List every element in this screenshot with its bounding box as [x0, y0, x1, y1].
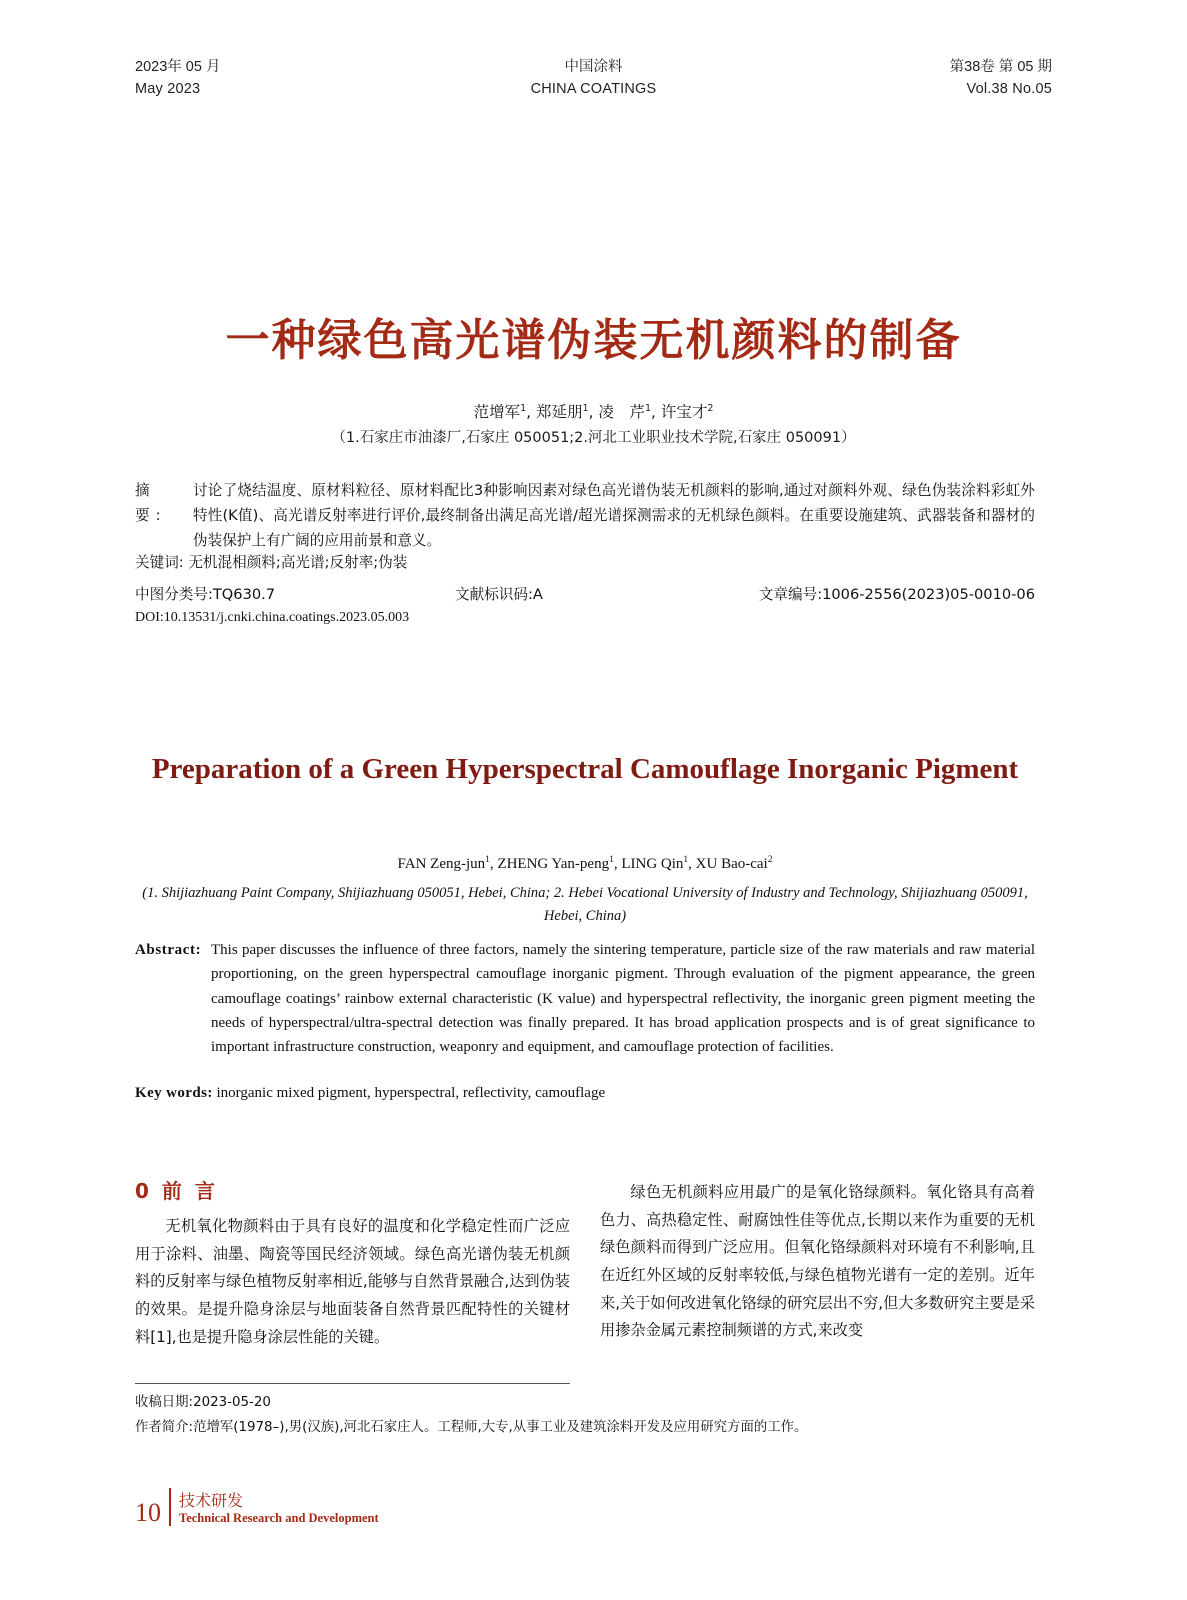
body-column-right: [600, 1179, 1035, 1345]
keywords-en: [135, 1085, 1035, 1102]
clc-number: 中图分类号:TQ630.7: [135, 586, 276, 603]
issue-date-cn: 2023年 05 月: [135, 59, 221, 75]
authors-cn: 范增军$^1$, 郑延朋$^1$, 凌 芹$^1$, 许宝才$^2$: [473, 402, 714, 421]
abstract-text-en: This paper discusses the influence of three factors, namely the sintering temperature, particle size of the raw materials and raw material proportioning, on the green hyperspectral camouflage inorganic pigment. Through evaluation of the pigment appearance, the green camouflage coatings’ rainbow external characteristic (K value) and hyperspectral reflectivity, the inorganic green pigment meeting the needs of hyperspectral/ultra-spectral detection was finally prepared. It has broad application prospects and is of great significance to important infrastructure construction, weaponry and equipment, and camouflage protection of facilities.: [211, 942, 1035, 1056]
footnote-block: [135, 1391, 1035, 1441]
keywords-cn: 关键词: 无机混相颜料;高光谱;反射率;伪装: [135, 554, 408, 571]
affiliation-en: (1. Shijiazhuang Paint Company, Shijiazhuang 050051, Hebei, China; 2. Hebei Vocational University of Industry and Technology, Shijiazhuang 050091, Hebei, China): [142, 885, 1028, 925]
abstract-text-cn: 讨论了烧结温度、原材料粒径、原材料配比3种影响因素对绿色高光谱伪装无机颜料的影响,通过对颜料外观、绿色伪装涂料彩虹外特性(K值)、高光谱反射率进行评价,最终制备出满足高光谱/超光谱探测需求的无机绿色颜料。在重要设施建筑、武器装备和器材的伪装保护上有广阔的应用前景和意义。: [193, 482, 1035, 550]
received-date: 收稿日期:2023-05-20: [135, 1395, 271, 1410]
running-head-row-1: [135, 56, 1052, 78]
footer-rule: [169, 1488, 171, 1526]
footnote-divider: [135, 1383, 570, 1384]
journal-name-en: CHINA COATINGS: [530, 81, 657, 98]
body-paragraph-left: 无机氧化物颜料由于具有良好的温度和化学稳定性而广泛应用于涂料、油墨、陶瓷等国民经济领域。绿色高光谱伪装无机颜料的反射率与绿色植物反射率相近,能够与自然背景融合,达到伪装的效果。是提升隐身涂层与地面装备自然背景匹配特性的关键材料[1],也是提升隐身涂层性能的关键。: [135, 1217, 570, 1346]
page-title-en: Preparation of a Green Hyperspectral Camouflage Inorganic Pigment: [151, 753, 1019, 785]
journal-name-cn: 中国涂料: [564, 59, 623, 75]
doi: DOI:10.13531/j.cnki.china.coatings.2023.05.003: [135, 610, 410, 625]
author-biography: 作者简介:范增军(1978–),男(汉族),河北石家庄人。工程师,大专,从事工业及建筑涂料开发及应用研究方面的工作。: [135, 1419, 808, 1435]
abstract-cn: [135, 478, 1035, 553]
page-title-cn: 一种绿色高光谱伪装无机颜料的制备: [225, 315, 962, 366]
article-id: 文章编号:1006-2556(2023)05-0010-06: [758, 586, 1035, 603]
footer-section-label-en: Technical Research and Development: [179, 1511, 379, 1525]
running-head: [135, 56, 1052, 101]
abstract-label-en: Abstract:: [135, 942, 202, 958]
body-paragraph-right: 绿色无机颜料应用最广的是氧化铬绿颜料。氧化铬具有高着色力、高热稳定性、耐腐蚀性佳等优点,长期以来作为重要的无机绿色颜料而得到广泛应用。但氧化铬绿颜料对环境有不利影响,且在近红外区域的反射率较低,与绿色植物光谱有一定的差别。近年来,关于如何改进氧化铬绿的研究层出不穷,但大多数研究主要是采用掺杂金属元素控制频谱的方式,来改变: [600, 1183, 1035, 1340]
issue-date-en: May 2023: [135, 81, 201, 98]
article-metadata-cn: [135, 583, 1035, 604]
keywords-text-en: inorganic mixed pigment, hyperspectral, reflectivity, camouflage: [216, 1085, 606, 1101]
keywords-label-en: Key words:: [135, 1085, 213, 1101]
page-footer: [135, 1488, 535, 1526]
affiliation-cn: （1.石家庄市油漆厂,石家庄 050051;2.河北工业职业技术学院,石家庄 050091）: [331, 430, 856, 446]
page-number: 10: [135, 1498, 161, 1527]
volume-issue-cn: 第38卷 第 05 期: [949, 59, 1052, 75]
abstract-label-cn: 摘 要:: [135, 482, 167, 525]
abstract-en: [135, 938, 1035, 1059]
document-code: 文献标识码:A: [455, 586, 543, 603]
body-column-left: [135, 1213, 570, 1351]
footer-section-label-cn: 技术研发: [179, 1491, 244, 1510]
volume-issue-en: Vol.38 No.05: [966, 81, 1052, 98]
section-heading-introduction: 0 前 言: [135, 1179, 218, 1203]
running-head-row-2: [135, 78, 1052, 100]
authors-en: FAN Zeng-jun$^1$, ZHENG Yan-peng$^1$, LING Qin$^1$, XU Bao-cai$^2$: [397, 855, 773, 872]
